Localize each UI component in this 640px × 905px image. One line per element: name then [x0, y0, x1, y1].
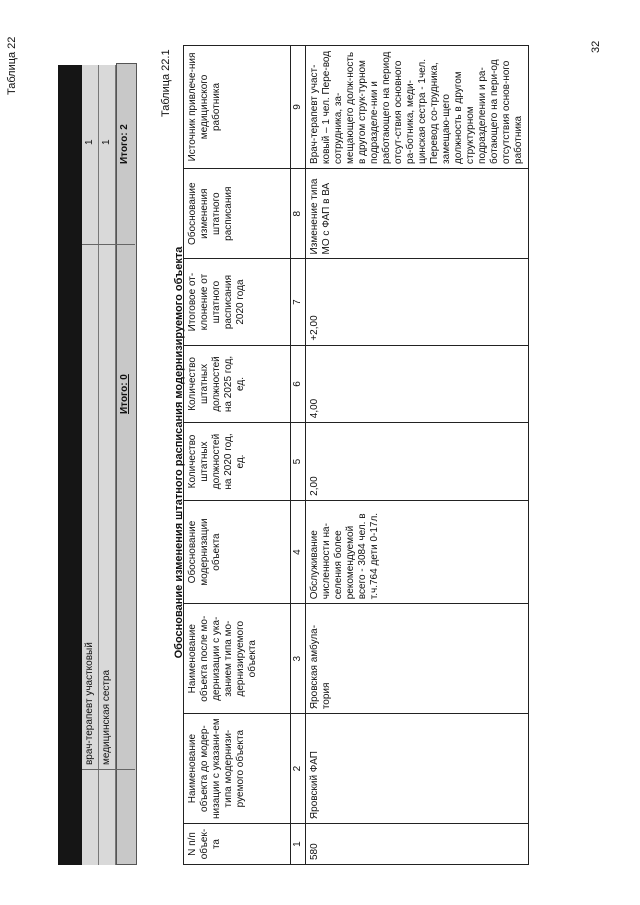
cell-staff-2025: 4,00 — [306, 345, 529, 423]
divider — [82, 769, 135, 770]
header-cell: Источник привлече-ния медицинского работника — [184, 46, 291, 169]
column-number: 8 — [291, 168, 306, 259]
column-number: 3 — [291, 604, 306, 714]
header-cell: Обоснование изменения штатного расписания — [184, 168, 291, 259]
table-22-1-number: Таблица 22.1 — [160, 49, 172, 117]
row-value: 1 — [101, 139, 112, 145]
cell-before: Яровский ФАП — [306, 714, 529, 824]
header-cell: Наименование объекта до модер-низации с указани-ем типа модернизи-руемого объекта — [184, 714, 291, 824]
total-row — [116, 63, 137, 865]
table-22 — [58, 65, 135, 865]
table-22-number: Таблица 22 — [6, 36, 18, 95]
row-value: 1 — [84, 139, 95, 145]
table-22-1-title: Обоснование изменения штатного расписания модернизируемого объекта — [173, 246, 185, 659]
column-number: 7 — [291, 259, 306, 345]
cell-change-reason: Изменение типа МО с ФАП в ВА — [306, 168, 529, 259]
column-number: 5 — [291, 423, 306, 501]
cell-after: Яровская амбула-тория — [306, 604, 529, 714]
row-label: медицинская сестра — [101, 669, 112, 765]
page-number: 32 — [590, 40, 602, 53]
column-number: 9 — [291, 46, 306, 169]
table-row — [82, 65, 99, 865]
column-number: 2 — [291, 714, 306, 824]
table-22-1 — [183, 45, 529, 865]
total-right: Итого: 2 — [119, 124, 130, 164]
table-row — [99, 65, 116, 865]
header-cell: Количество штатных должностей на 2025 год, ед. — [184, 345, 291, 423]
cell-deviation: +2,00 — [306, 259, 529, 345]
column-number-row — [291, 46, 306, 865]
column-number: 4 — [291, 500, 306, 603]
divider — [82, 244, 135, 245]
header-cell: N п/п объек-та — [184, 824, 291, 865]
column-number: 6 — [291, 345, 306, 423]
cell-staff-2020: 2,00 — [306, 423, 529, 501]
column-number: 1 — [291, 824, 306, 865]
table-22-header-bar — [58, 65, 82, 865]
header-cell: Обоснование модернизации объекта — [184, 500, 291, 603]
header-cell: Итоговое от-клонение от штатного расписания 2020 года — [184, 259, 291, 345]
header-row — [184, 46, 291, 865]
header-cell: Наименование объекта после мо-дернизации с ука-занием типа мо-дернизируемого объекта — [184, 604, 291, 714]
total-left: Итого: 0 — [119, 374, 130, 414]
cell-justification: Обслуживание численности на-селения более рекомендуемой всего - 3084 чел. в т.ч.764 дети 0-17л. — [306, 500, 529, 603]
cell-source: Врач-терапевт участ-ковый – 1 чел. Пере-вод сотрудника, за-мещающего долж-ность в другом струк-турном подразделе-нии и работающего на период отсут-ствия основного ра-ботника, меди-цинская сестра - 1чел. Перевод со-трудника, замещаю-щего должность в другом структурном подразделении и ра-ботающего на пери-од отсутствия основ-ного работника — [306, 46, 529, 169]
table-row — [306, 46, 529, 865]
row-label: врач-терапевт участковый — [84, 642, 95, 765]
header-cell: Количество штатных должностей на 2020 год, ед. — [184, 423, 291, 501]
cell-id: 580 — [306, 824, 529, 865]
